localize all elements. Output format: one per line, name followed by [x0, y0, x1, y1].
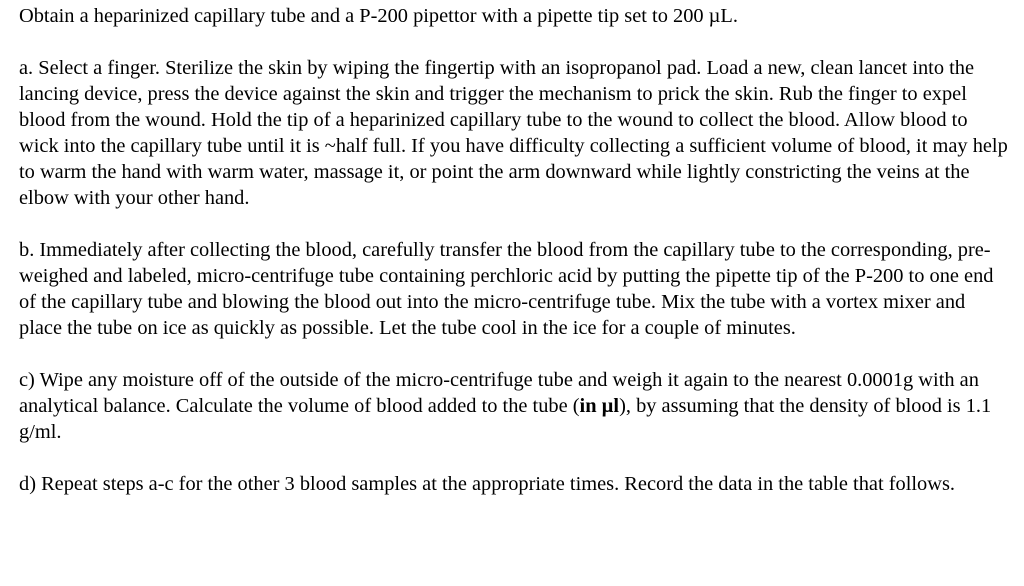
step-a-paragraph: a. Select a finger. Sterilize the skin by wiping the fingertip with an isopropanol pad. Load a new, clean lancet into the lancing device, press the device against the skin and trigger the mechanism to prick the skin. Rub the finger to expel blood from the wound. Hold the tip of a heparinized capillary tube to the wound to collect the blood. Allow blood to wick into the capillary tube until it is ~half full. If you have difficulty collecting a sufficient volume of blood, it may help to warm the hand with warm water, massage it, or point the arm downward while lightly constricting the veins at the elbow with your other hand. — [19, 57, 1008, 209]
step-c-paragraph — [19, 367, 1009, 445]
intro-paragraph: Obtain a heparinized capillary tube and a P-200 pipettor with a pipette tip set to 200 µL. — [19, 5, 738, 27]
step-c-bold-unit: in µl — [579, 395, 620, 417]
document-body — [19, 3, 1009, 497]
step-d-paragraph: d) Repeat steps a-c for the other 3 blood samples at the appropriate times. Record the data in the table that follows. — [19, 473, 955, 495]
paragraph-spacer — [19, 445, 1009, 471]
paragraph-spacer — [19, 29, 1009, 55]
step-c-text-1: c) Wipe any moisture off of the outside of the micro-centrifuge tube and weigh it again to the nearest 0.0001g with an analytical balance. Calculate the volume of blood added to the tube ( — [19, 369, 979, 417]
paragraph-spacer — [19, 211, 1009, 237]
step-c-text-2: ), by assuming that the density of blood is 1.1 g/ml. — [19, 395, 992, 443]
paragraph-spacer — [19, 341, 1009, 367]
step-b-paragraph: b. Immediately after collecting the blood, carefully transfer the blood from the capillary tube to the corresponding, pre-weighed and labeled, micro-centrifuge tube containing perchloric acid by putting the pipette tip of the P-200 to one end of the capillary tube and blowing the blood out into the micro-centrifuge tube. Mix the tube with a vortex mixer and place the tube on ice as quickly as possible. Let the tube cool in the ice for a couple of minutes. — [19, 239, 994, 339]
